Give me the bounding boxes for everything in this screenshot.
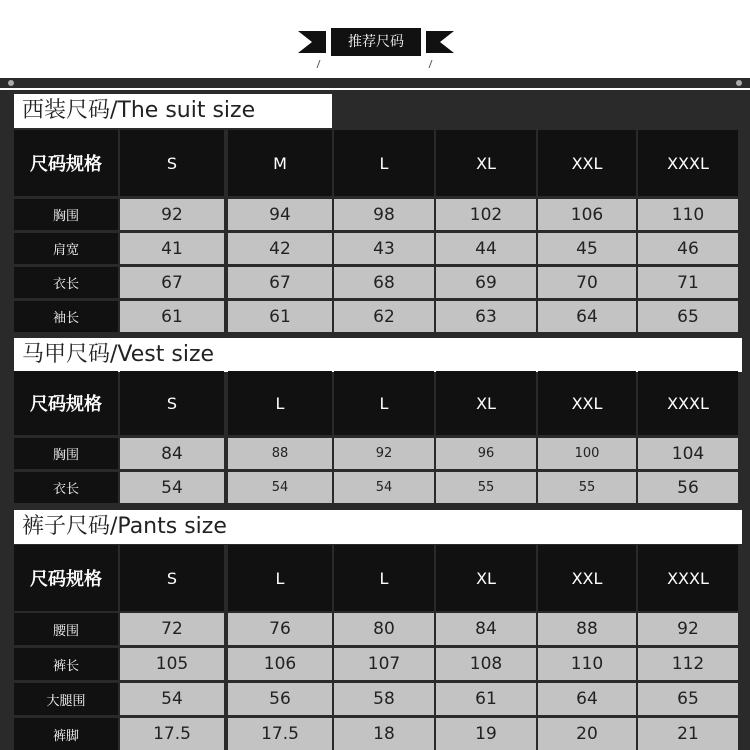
size-value-cell: 106 [538, 199, 636, 230]
header-size-l: L [334, 371, 434, 435]
header-spec-label: 尺码规格 [14, 545, 118, 611]
size-value-cell: 72 [120, 613, 224, 645]
size-value-cell: 20 [538, 718, 636, 750]
header-size-xxxl: XXXL [638, 371, 738, 435]
divider-rail [0, 78, 750, 88]
size-value-cell: 88 [228, 438, 332, 469]
banner-tick-icon [317, 60, 321, 68]
size-value-cell: 69 [436, 267, 536, 298]
size-value-cell: 70 [538, 267, 636, 298]
size-value-cell: 56 [228, 683, 332, 715]
rail-dot-icon [736, 80, 742, 86]
size-value-cell: 84 [120, 438, 224, 469]
size-value-cell: 92 [638, 613, 738, 645]
row-label: 衣长 [14, 472, 118, 503]
size-value-cell: 94 [228, 199, 332, 230]
row-label: 衣长 [14, 267, 118, 298]
size-value-cell: 65 [638, 683, 738, 715]
header-size-l: L [334, 545, 434, 611]
header-size-xxl: XXL [538, 545, 636, 611]
header-size-l: L [228, 371, 332, 435]
size-value-cell: 107 [334, 648, 434, 680]
size-value-cell: 104 [638, 438, 738, 469]
header-size-xxxl: XXXL [638, 130, 738, 196]
size-value-cell: 80 [334, 613, 434, 645]
table-title: 西装尺码/The suit size [14, 94, 332, 128]
header-size-s: S [120, 545, 224, 611]
size-value-cell: 67 [228, 267, 332, 298]
row-label: 裤长 [14, 648, 118, 680]
header-size-s: S [120, 371, 224, 435]
size-value-cell: 110 [538, 648, 636, 680]
banner-left-ribbon-icon [298, 31, 326, 53]
header-spec-label: 尺码规格 [14, 371, 118, 435]
size-value-cell: 46 [638, 233, 738, 264]
size-value-cell: 67 [120, 267, 224, 298]
size-value-cell: 61 [228, 301, 332, 332]
header-size-xxxl: XXXL [638, 545, 738, 611]
row-label: 腰围 [14, 613, 118, 645]
size-value-cell: 110 [638, 199, 738, 230]
size-value-cell: 54 [334, 472, 434, 503]
size-value-cell: 54 [120, 683, 224, 715]
size-value-cell: 54 [120, 472, 224, 503]
size-value-cell: 64 [538, 683, 636, 715]
size-value-cell: 55 [538, 472, 636, 503]
size-value-cell: 102 [436, 199, 536, 230]
header-size-xl: XL [436, 545, 536, 611]
size-value-cell: 43 [334, 233, 434, 264]
header-size-m: M [228, 130, 332, 196]
banner-label: 推荐尺码 [331, 28, 421, 56]
size-value-cell: 68 [334, 267, 434, 298]
size-value-cell: 56 [638, 472, 738, 503]
row-label: 胸围 [14, 438, 118, 469]
size-value-cell: 64 [538, 301, 636, 332]
table-title: 马甲尺码/Vest size [14, 338, 742, 372]
table-title: 裤子尺码/Pants size [14, 510, 742, 544]
size-value-cell: 17.5 [120, 718, 224, 750]
size-value-cell: 106 [228, 648, 332, 680]
size-value-cell: 61 [120, 301, 224, 332]
row-label: 大腿围 [14, 683, 118, 715]
header-size-xxl: XXL [538, 130, 636, 196]
rail-dot-icon [8, 80, 14, 86]
size-value-cell: 105 [120, 648, 224, 680]
banner-tick-icon [429, 60, 433, 68]
banner-right-ribbon-icon [426, 31, 454, 53]
header-size-xxl: XXL [538, 371, 636, 435]
size-value-cell: 76 [228, 613, 332, 645]
size-value-cell: 44 [436, 233, 536, 264]
row-label: 肩宽 [14, 233, 118, 264]
size-value-cell: 92 [334, 438, 434, 469]
row-label: 袖长 [14, 301, 118, 332]
size-value-cell: 112 [638, 648, 738, 680]
size-value-cell: 45 [538, 233, 636, 264]
size-value-cell: 92 [120, 199, 224, 230]
section-banner [0, 0, 750, 80]
size-value-cell: 54 [228, 472, 332, 503]
size-value-cell: 18 [334, 718, 434, 750]
size-value-cell: 62 [334, 301, 434, 332]
size-value-cell: 71 [638, 267, 738, 298]
header-size-l: L [228, 545, 332, 611]
size-value-cell: 63 [436, 301, 536, 332]
size-value-cell: 108 [436, 648, 536, 680]
size-value-cell: 88 [538, 613, 636, 645]
size-value-cell: 17.5 [228, 718, 332, 750]
size-value-cell: 55 [436, 472, 536, 503]
header-size-xl: XL [436, 130, 536, 196]
header-size-xl: XL [436, 371, 536, 435]
row-label: 裤脚 [14, 718, 118, 750]
size-value-cell: 41 [120, 233, 224, 264]
header-spec-label: 尺码规格 [14, 130, 118, 196]
size-value-cell: 61 [436, 683, 536, 715]
size-value-cell: 42 [228, 233, 332, 264]
header-size-l: L [334, 130, 434, 196]
size-value-cell: 58 [334, 683, 434, 715]
size-value-cell: 96 [436, 438, 536, 469]
size-value-cell: 100 [538, 438, 636, 469]
header-size-s: S [120, 130, 224, 196]
size-value-cell: 65 [638, 301, 738, 332]
row-label: 胸围 [14, 199, 118, 230]
size-value-cell: 84 [436, 613, 536, 645]
size-value-cell: 21 [638, 718, 738, 750]
size-value-cell: 19 [436, 718, 536, 750]
size-value-cell: 98 [334, 199, 434, 230]
